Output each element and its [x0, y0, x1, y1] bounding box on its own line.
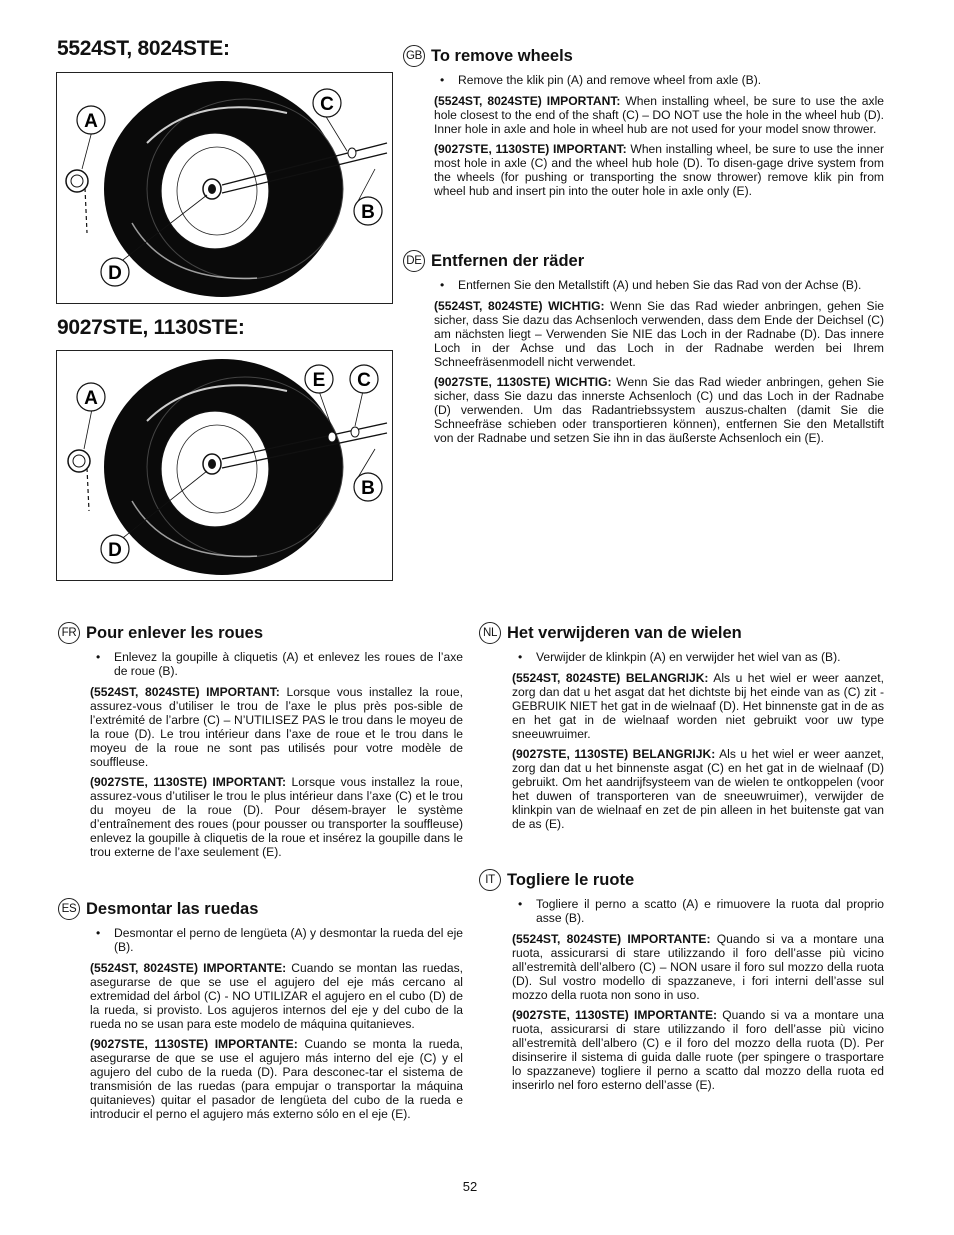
callout-a — [77, 383, 105, 411]
lang-code-nl: NL — [479, 622, 501, 644]
section-title-fr: Pour enlever les roues — [86, 623, 263, 642]
lang-code-de: DE — [403, 250, 425, 272]
bullet-item: • Enlevez la goupille à cliquetis (A) et enlevez les roues de l’axe de roue (B). — [96, 650, 463, 678]
section-nl — [479, 622, 884, 837]
svg-text:C: C — [357, 370, 371, 391]
svg-text:A: A — [84, 388, 98, 409]
callout-e — [305, 365, 333, 393]
section-it — [479, 869, 884, 1098]
section-es — [58, 898, 463, 1127]
paragraph-9027: (9027STE, 1130STE) IMPORTANTE: Quando si va a montare una ruota, assicurarsi di stare utilizzando il foro dell’asse più vicino all’estremità dell’albero (C) e il foro del mozzo della ruota (D). Per disinserire il sistema di guida dalle ruote (per spingere o trasportare lo spazzaneve) togliere il perno a scatto dal mozzo della ruota ed inserirlo nel foro esterno dell’asse (E). — [512, 1008, 884, 1092]
lang-code-it: IT — [479, 869, 501, 891]
paragraph-5524: (5524ST, 8024STE) BELANGRIJK: Als u het wiel er weer aanzet, zorg dan dat u het asgat dat het dichtste bij het einde van as (C) zit - GEBRUIK NIET het gat in de wielnaaf (D). Het binnenste gat in de as en het gat in de wielnaaf worden niet gebruikt voor uw type sneeuwruimer. — [512, 671, 884, 741]
bullet-item: • Togliere il perno a scatto (A) e rimuovere la ruota dal proprio asse (B). — [518, 897, 884, 925]
svg-text:D: D — [108, 263, 122, 284]
svg-text:B: B — [361, 202, 375, 223]
svg-text:C: C — [320, 94, 334, 115]
section-fr — [58, 622, 463, 865]
section-title-de: Entfernen der räder — [431, 251, 585, 270]
bullet-item: • Desmontar el perno de lengüeta (A) y desmontar la rueda del eje (B). — [96, 926, 463, 954]
section-title-nl: Het verwijderen van de wielen — [507, 623, 742, 642]
paragraph-9027: (9027STE, 1130STE) IMPORTANT: When installing wheel, be sure to use the inner most hole in axle (C) and the wheel hub hole (D). To disen-gage drive system from the wheels (for pushing or transporting the snow thrower) remove klik pin from wheel hub and insert pin into the outer hole in axle only (E). — [434, 142, 884, 198]
section-title-gb: To remove wheels — [431, 46, 573, 65]
wheel-figure-top — [56, 72, 393, 304]
svg-text:D: D — [108, 540, 122, 561]
paragraph-5524: (5524ST, 8024STE) IMPORTANT: When installing wheel, be sure to use the axle hole closest to the end of the shaft (C) – DO NOT use the hole in the wheel hub (D). Inner hole in axle and hole in wheel hub are not used for your model snow thrower. — [434, 94, 884, 136]
paragraph-9027: (9027STE, 1130STE) IMPORTANT: Lorsque vous installez la roue, assurez-vous d’utiliser le trou le plus intérieur dans l’axe (C) et le trou du moyeu de la roue (D). Pour désem-brayer le système d’entraînement des roues (pour pousser ou transporter la souffleuse) enlevez la goupille à cliquetis de la roue et insérez la goupille dans le trou externe de l’axe seulement (E). — [90, 775, 463, 859]
bullet-item: • Verwijder de klinkpin (A) en verwijder het wiel van as (B). — [518, 650, 841, 664]
paragraph-9027: (9027STE, 1130STE) WICHTIG: Wenn Sie das Rad wieder anbringen, gehen Sie sicher, dass Sie dazu das innerste Achsenloch (C) und das Loch in der Radnabe (D) verwenden. Um das Radantriebssystem auszus-chalten (damit Sie die Schneefräse schieben oder transportieren können), entfernen Sie den Metallstift von der Radnabe und setzen Sie ihn in das äußerste Achsenloch ein (E). — [434, 375, 884, 445]
callout-d — [101, 535, 129, 563]
model-heading-bottom: 9027STE, 1130STE: — [57, 316, 245, 339]
section-title-it: Togliere le ruote — [507, 870, 635, 889]
bullet-item: • Entfernen Sie den Metallstift (A) und heben Sie das Rad von der Achse (B). — [440, 278, 862, 292]
lang-code-es: ES — [58, 898, 80, 920]
paragraph-9027: (9027STE, 1130STE) IMPORTANTE: Cuando se monta la rueda, asegurarse de que se use el agujero más interno del eje (C) y el agujero del cubo de la rueda (D). Para desconec-tar el sistema de transmisión de las ruedas (para empujar o transportar la máquina quitanieves) quitar el pasador de lengüeta del cubo de la rueda e introducir el perno el agujero más externo sólo en el eje (E). — [90, 1037, 463, 1121]
section-title-es: Desmontar las ruedas — [86, 899, 259, 918]
bullet-item: • Remove the klik pin (A) and remove wheel from axle (B). — [440, 73, 762, 87]
paragraph-5524: (5524ST, 8024STE) IMPORTANT: Lorsque vous installez la roue, assurez-vous d’utiliser le trou de l’axe le plus près pos-sible de l’extrémité de l’arbre (C) – N’UTILISEZ PAS le trou dans le moyeu de la roue (D). Le trou intérieur dans l’axe de roue et le trou dans le moyeu de la roue ne sont pas utilisés pour votre modèle de souffleuse. — [90, 685, 463, 769]
svg-text:A: A — [84, 111, 98, 132]
paragraph-9027: (9027STE, 1130STE) BELANGRIJK: Als u het wiel er weer aanzet, zorg dan dat u het binnenste asgat (C) en het gat in de wielnaaf (D) gebruikt. Om het aandrijfsysteem van de wielen te ontkoppelen (voor het duwen of transporteren van de sneeuwruimer), verwijder de klinkpin van de wielnaaf en zet de pin alleen in het buitenste gat van de as (E). — [512, 747, 884, 831]
lang-code-fr: FR — [58, 622, 80, 644]
svg-text:B: B — [361, 478, 375, 499]
paragraph-5524: (5524ST, 8024STE) IMPORTANTE: Cuando se montan las ruedas, asegurarse de que se use el agujero del eje más cercano al extremidad del árbol (C) - NO UTILIZAR el agujero en el cubo (D) de la rueda, si provisto. Los agujeros internos del eje y del cubo de la rueda no se usan para este modelo de máquina quitanieves. — [90, 961, 464, 1031]
callout-b — [354, 197, 382, 225]
wheel-figure-bottom — [56, 350, 393, 581]
section-de — [403, 250, 884, 451]
callout-c — [350, 365, 378, 393]
section-gb — [403, 45, 884, 204]
model-heading-top: 5524ST, 8024STE: — [57, 37, 230, 60]
lang-code-gb: GB — [403, 45, 425, 67]
callout-d — [101, 258, 129, 286]
paragraph-5524: (5524ST, 8024STE) IMPORTANTE: Quando si va a montare una ruota, assicurarsi di stare utilizzando il foro dell’asse più vicino all’estremità dell’albero (C) – NON usare il foro sul mozzo della ruota (D). Sul vostro modello di spazzaneve, i fori interni dell’asse sul mozzo della ruota non sono in uso. — [512, 932, 884, 1002]
paragraph-5524: (5524ST, 8024STE) WICHTIG: Wenn Sie das Rad wieder anbringen, gehen Sie sicher, dass Sie dazu das Achsenloch verwenden, dass dem Ende der Deichsel (C) am nächsten liegt – Verwenden Sie NIE das Loch in der Radnabe (D). Das innere Loch in der Achse und das Loch in der Radnabe werden bei Ihrem Schneefräsenmodell nicht verwendet. — [434, 299, 885, 369]
callout-c — [313, 89, 341, 117]
svg-text:E: E — [312, 370, 326, 391]
callout-b — [354, 473, 382, 501]
page-number: 52 — [462, 1179, 478, 1194]
callout-a — [77, 106, 105, 134]
